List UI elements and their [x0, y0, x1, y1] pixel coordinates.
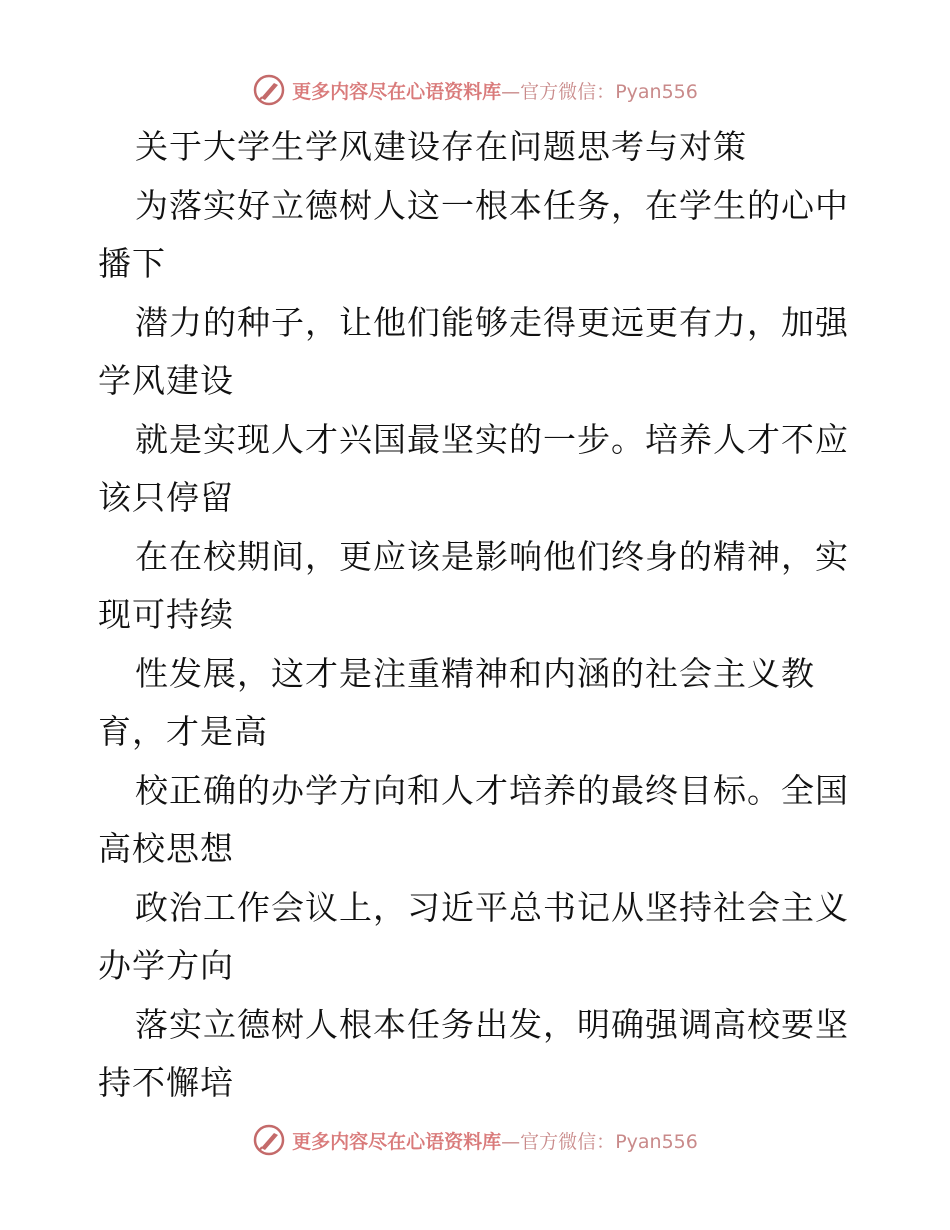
doc-line: 持不懈培	[98, 1063, 234, 1102]
doc-line: 就是实现人才兴国最坚实的一步。培养人才不应	[135, 419, 849, 459]
quill-pen-icon	[252, 73, 286, 107]
doc-line: 性发展，这才是注重精神和内涵的社会主义教	[135, 653, 815, 693]
banner-official-label: 官方微信：	[520, 80, 616, 103]
doc-line: 学风建设	[98, 361, 234, 400]
banner-dash: —	[501, 1130, 521, 1153]
doc-line: 在在校期间，更应该是影响他们终身的精神，实	[135, 536, 849, 576]
banner-official-label: 官方微信：	[520, 1130, 616, 1153]
quill-pen-icon	[252, 1123, 286, 1157]
banner-dash: —	[501, 80, 521, 103]
banner-site-name: 更多内容尽在心语资料库	[292, 80, 502, 103]
footer-banner	[0, 1120, 950, 1160]
doc-title: 关于大学生学风建设存在问题思考与对策	[135, 127, 747, 166]
doc-line: 校正确的办学方向和人才培养的最终目标。全国	[135, 770, 849, 810]
doc-line: 为落实好立德树人这一根本任务，在学生的心中	[135, 185, 849, 225]
doc-line: 高校思想	[98, 829, 234, 868]
banner-site-name: 更多内容尽在心语资料库	[292, 1130, 502, 1153]
header-banner	[0, 70, 950, 110]
doc-line: 政治工作会议上，习近平总书记从坚持社会主义	[135, 887, 849, 927]
doc-line: 播下	[98, 244, 166, 283]
doc-line: 潜力的种子，让他们能够走得更远更有力，加强	[135, 302, 849, 342]
banner-text	[292, 1127, 698, 1154]
document-body	[98, 118, 858, 1113]
doc-line: 该只停留	[98, 478, 234, 517]
banner-account: Pyan556	[615, 1130, 698, 1153]
doc-line: 育，才是高	[98, 712, 268, 751]
doc-line: 办学方向	[98, 946, 234, 985]
doc-line: 落实立德树人根本任务出发，明确强调高校要坚	[135, 1004, 849, 1044]
banner-text	[292, 77, 698, 104]
banner-account: Pyan556	[615, 80, 698, 103]
doc-line: 现可持续	[98, 595, 234, 634]
